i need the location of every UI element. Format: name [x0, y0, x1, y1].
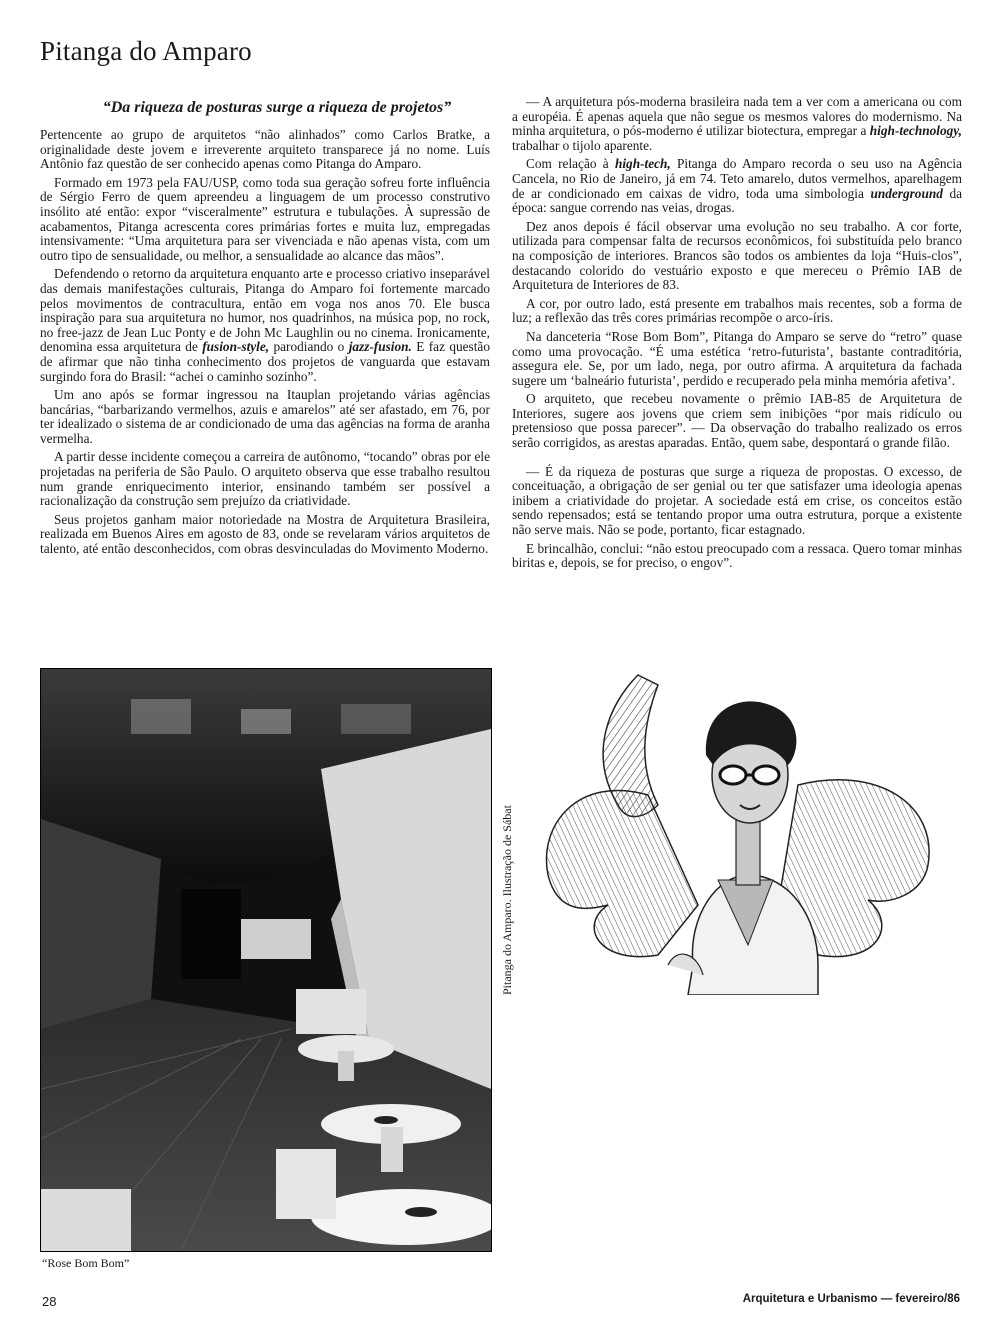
- paragraph: [512, 157, 962, 215]
- page-number: 28: [42, 1294, 57, 1309]
- paragraph: — É da riqueza de posturas que surge a riqueza de propostas. O excesso, de conceituação, a obrigação de ser genial ou ter que satisfazer uma ideologia apenas inibem a criatividade do projetar. A sociedade está em crise, os conceitos estão sendo repensados; está se tentando propor uma outra estrutura, porque a existente não serve mais. Não se pode, portanto, ficar estagnado.: [512, 463, 962, 538]
- paragraph-text: — A arquitetura pós-moderna brasileira nada tem a ver com a americana ou com a européia. É apenas aquela que não segue os mesmos valores do modernismo. Na minha arquitetura, o pós-moderno é utilizar biotectura, empregar a: [512, 94, 962, 139]
- emphasis: jazz-fusion.: [348, 339, 412, 355]
- right-text-column: [512, 95, 962, 575]
- emphasis: fusion-style,: [202, 339, 270, 355]
- paragraph: A cor, por outro lado, está presente em trabalhos mais recentes, sob a forma de luz; a reflexão das três cores primárias recompõe o arco-íris.: [512, 295, 962, 326]
- left-text-column: [40, 128, 490, 561]
- emphasis: high-technology,: [869, 123, 962, 139]
- interior-photo-image: [41, 669, 491, 1251]
- paragraph-text: Com relação à: [526, 156, 615, 172]
- photo-caption: “Rose Bom Bom”: [42, 1256, 130, 1270]
- paragraph: Formado em 1973 pela FAU/USP, como toda sua geração sofreu forte influência de Sérgio Ferro de quem apreendeu a linguagem de um processo construtivo insólito até então: expor “visceralmente” estrutura e tubulações. À supressão de acabamentos, Pitanga acrescenta cores primárias fortes e muita luz, empregadas intensivamente: “Uma arquitetura para ser vivenciada e não apenas vista, com um outro tipo de sensualidade, ou melhor, a sensualidade ao alcance das mãos”.: [40, 174, 490, 263]
- angel-illustration: [518, 665, 963, 995]
- paragraph: [40, 267, 490, 384]
- paragraph-text: da época: sangue correndo nas veias, drogas.: [512, 185, 963, 216]
- paragraph: E brincalhão, conclui: “não estou preocupado com a ressaca. Quero tomar minhas biritas e, depois, se for preciso, o engov”.: [512, 540, 962, 571]
- publication-footer: Arquitetura e Urbanismo — fevereiro/86: [742, 1293, 960, 1305]
- angel-illustration-image: [518, 665, 963, 995]
- paragraph: [512, 95, 962, 153]
- paragraph-text: trabalhar o tijolo aparente.: [512, 137, 653, 153]
- interior-photo: [40, 668, 492, 1252]
- paragraph: Seus projetos ganham maior notoriedade na Mostra de Arquitetura Brasileira, realizada em Buenos Aires em agosto de 83, onde se revelaram vários arquitetos de talento, até então desconhecidos, com obras desvinculadas do Movimento Moderno.: [40, 511, 490, 557]
- illustration-caption: Pitanga do Amparo. Ilustração de Sábat: [500, 805, 514, 995]
- emphasis: underground: [870, 185, 943, 201]
- page-title: Pitanga do Amparo: [40, 36, 252, 66]
- paragraph-text: parodiando o: [269, 339, 349, 355]
- paragraph-text: E faz questão de afirmar que não tinha conhecimento dos projetos de vanguarda que estavam surgindo fora do Brasil: “achei o caminho sozinho”.: [40, 339, 490, 384]
- emphasis: high-tech,: [614, 156, 671, 172]
- paragraph: Na danceteria “Rose Bom Bom”, Pitanga do Amparo se serve do “retro” quase como uma provocação. “É uma estética ‘retro-futurista’, bastante contraditória, assegura ele. Se, por um lado, nega, por outro afirma. A arquitetura da fachada sugere um ‘balneário futurista’, perdido e recuperado pela minha memória afetiva’.: [512, 328, 962, 388]
- paragraph: Dez anos depois é fácil observar uma evolução no seu trabalho. A cor forte, utilizada para compensar falta de recursos econômicos, foi substituída pelo branco na composição de interiores. Brancos são todos os ambientes da loja “Huis-clos”, destacando colorido do vestuário exposto e que mereceu o Prêmio IAB de Arquitetura de Interiores de 83.: [512, 218, 962, 293]
- paragraph: Pertencente ao grupo de arquitetos “não alinhados” como Carlos Bratke, a originalidade deste jovem e irreverente arquiteto transparece já no nome. Luís Antônio faz questão de ser conhecido apenas como Pitanga do Amparo.: [40, 127, 490, 172]
- paragraph: A partir desse incidente começou a carreira de autônomo, “tocando” obras por ele projetadas na periferia de São Paulo. O arquiteto observa que esse trabalho resultou num grande enriquecimento interior, ensinando também ser possível a racionalização da construção sem prejuízo da criatividade.: [40, 449, 490, 509]
- paragraph-text: Defendendo o retorno da arquitetura enquanto arte e processo criativo inseparável das demais manifestações culturais, Pitanga do Amparo foi fortemente marcado pelos movimentos de contracultura, então em voga nos anos 70. Ele busca inspiração para sua arquitetura no humor, nos quadrinhos, na música pop, no rock, no free-jazz de Jean Luc Ponty e de John Mc Laughlin ou no cinema. Ironicamente, denomina essa arquitetura de: [40, 266, 490, 355]
- paragraph: O arquiteto, que recebeu novamente o prêmio IAB-85 de Arquitetura de Interiores, sugere aos jovens que criem sem inibições “por mais ridículo ou pretensioso que possa parecer”. — Da observação do trabalho realizado os erros serão corrigidos, as arestas aparadas. Então, quem sabe, despontará o grande filão.: [512, 391, 962, 451]
- paragraph-text: Pitanga do Amparo recorda o seu uso na Agência Cancela, no Rio de Janeiro, já em 74. Teto amarelo, dutos vermelhos, aparelhagem de ar condicionado em caixas de vidro, toda uma simbologia: [512, 156, 962, 201]
- article-subtitle: “Da riqueza de posturas surge a riqueza de projetos”: [102, 99, 452, 116]
- paragraph: Um ano após se formar ingressou na Itauplan projetando várias agências bancárias, “barbarizando vermelhos, azuis e amarelos” até ser afastado, em 76, por ter idealizado o sistema de ar condicionado de uma das agências na forma de aranha vermelha.: [40, 387, 490, 446]
